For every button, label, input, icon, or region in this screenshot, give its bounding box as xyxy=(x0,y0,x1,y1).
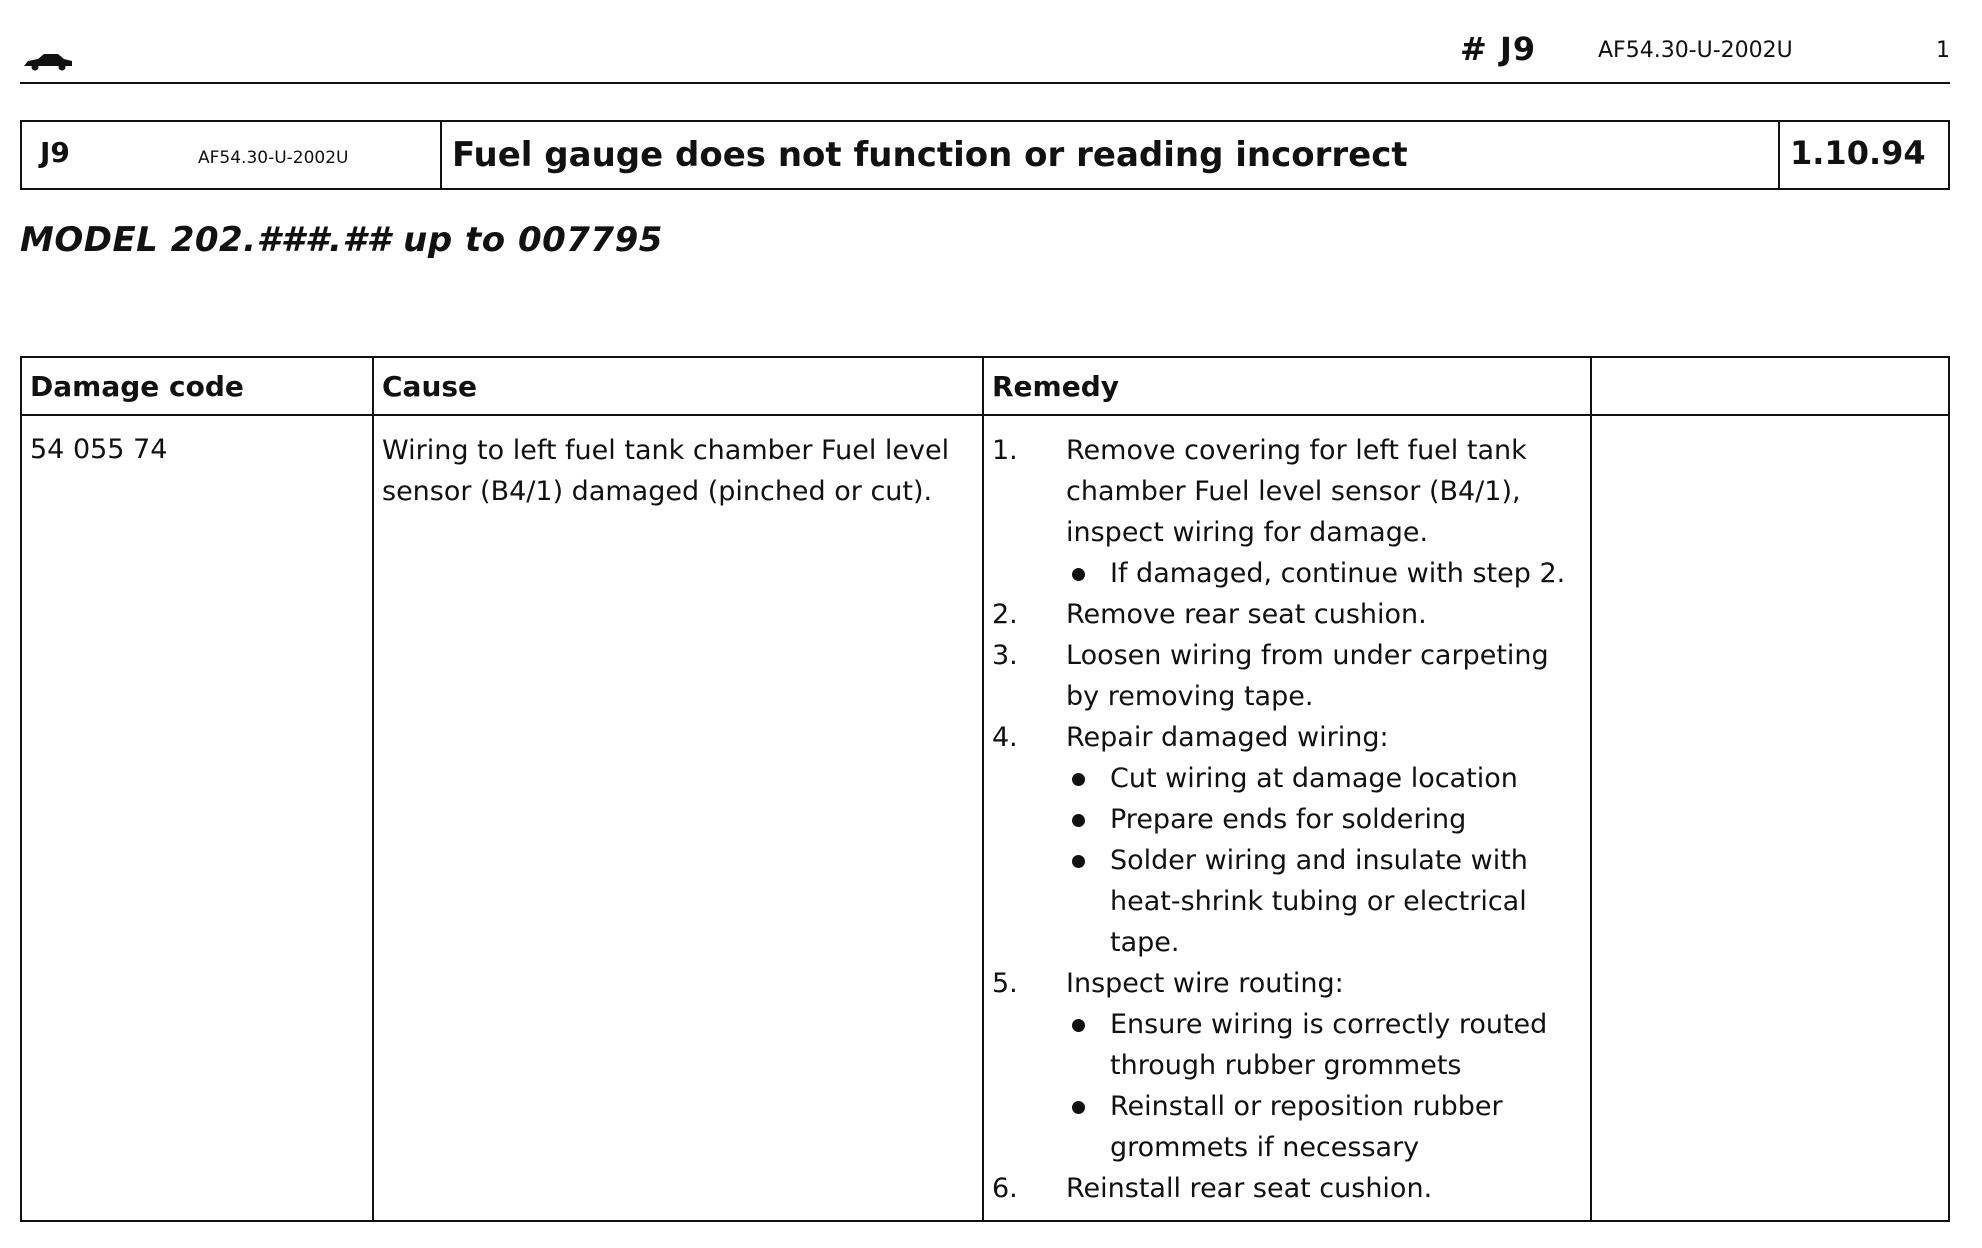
bullet-text: If damaged, continue with step 2. xyxy=(1110,558,1566,589)
step-text: Reinstall rear seat cushion. xyxy=(1066,1173,1433,1204)
remedy-step xyxy=(992,430,1582,553)
bullet-icon xyxy=(1066,758,1110,799)
remedy-step xyxy=(992,717,1582,758)
title-doc-number: AF54.30-U-2002U xyxy=(198,148,349,168)
blank-cell xyxy=(1591,415,1949,1221)
header-blank xyxy=(1591,357,1949,415)
damage-code-cell: 54 055 74 xyxy=(21,415,373,1221)
remedy-bullet xyxy=(1066,1086,1582,1168)
document-date: 1.10.94 xyxy=(1778,122,1948,188)
title-bar xyxy=(20,120,1950,190)
remedy-bullet xyxy=(1066,758,1582,799)
remedy-bullet xyxy=(1066,799,1582,840)
step-number: 5. xyxy=(992,968,1018,999)
header-divider xyxy=(20,82,1950,84)
bullet-text: Cut wiring at damage location xyxy=(1110,763,1518,794)
header-code: # J9 xyxy=(1460,30,1537,68)
step-number: 3. xyxy=(992,640,1018,671)
page-header xyxy=(20,28,1950,84)
remedy-cell xyxy=(983,415,1591,1221)
step-text: Inspect wire routing: xyxy=(1066,968,1344,999)
model-applicability: MODEL 202.###.## up to 007795 xyxy=(20,220,663,260)
remedy-step xyxy=(992,1168,1582,1209)
remedy-bullet xyxy=(1066,553,1582,594)
car-icon xyxy=(22,50,74,72)
remedy-bullet xyxy=(1066,840,1582,963)
step-text: Repair damaged wiring: xyxy=(1066,722,1389,753)
remedy-step xyxy=(992,963,1582,1004)
bullet-text: Reinstall or reposition rubber grommets if necessary xyxy=(1110,1091,1503,1163)
bullet-icon xyxy=(1066,1086,1110,1168)
cause-cell: Wiring to left fuel tank chamber Fuel level sensor (B4/1) damaged (pinched or cut). xyxy=(373,415,983,1221)
bullet-icon xyxy=(1066,840,1110,963)
bullet-text: Prepare ends for soldering xyxy=(1110,804,1467,835)
step-number: 1. xyxy=(992,435,1018,466)
step-number: 6. xyxy=(992,1173,1018,1204)
remedy-bullet xyxy=(1066,1004,1582,1086)
header-doc-number: AF54.30-U-2002U xyxy=(1598,38,1793,63)
remedy-step xyxy=(992,635,1582,717)
diagnosis-table xyxy=(20,356,1950,1222)
bullet-icon xyxy=(1066,799,1110,840)
remedy-step xyxy=(992,594,1582,635)
title-code: J9 xyxy=(40,136,70,169)
step-number: 4. xyxy=(992,722,1018,753)
step-number: 2. xyxy=(992,599,1018,630)
step-text: Remove covering for left fuel tank chamber Fuel level sensor (B4/1), inspect wiring for damage. xyxy=(1066,435,1527,548)
bullet-text: Ensure wiring is correctly routed through rubber grommets xyxy=(1110,1009,1548,1081)
bullet-icon xyxy=(1066,553,1110,594)
table-row xyxy=(21,415,1949,1221)
header-damage-code: Damage code xyxy=(21,357,373,415)
bullet-text: Solder wiring and insulate with heat-shrink tubing or electrical tape. xyxy=(1110,845,1528,958)
page-number: 1 xyxy=(1936,38,1950,63)
header-remedy: Remedy xyxy=(983,357,1591,415)
table-header-row xyxy=(21,357,1949,415)
header-cause: Cause xyxy=(373,357,983,415)
bullet-icon xyxy=(1066,1004,1110,1086)
step-text: Loosen wiring from under carpeting by removing tape. xyxy=(1066,640,1549,712)
document-title: Fuel gauge does not function or reading incorrect xyxy=(452,135,1408,175)
step-text: Remove rear seat cushion. xyxy=(1066,599,1427,630)
title-code-cell xyxy=(22,122,442,188)
